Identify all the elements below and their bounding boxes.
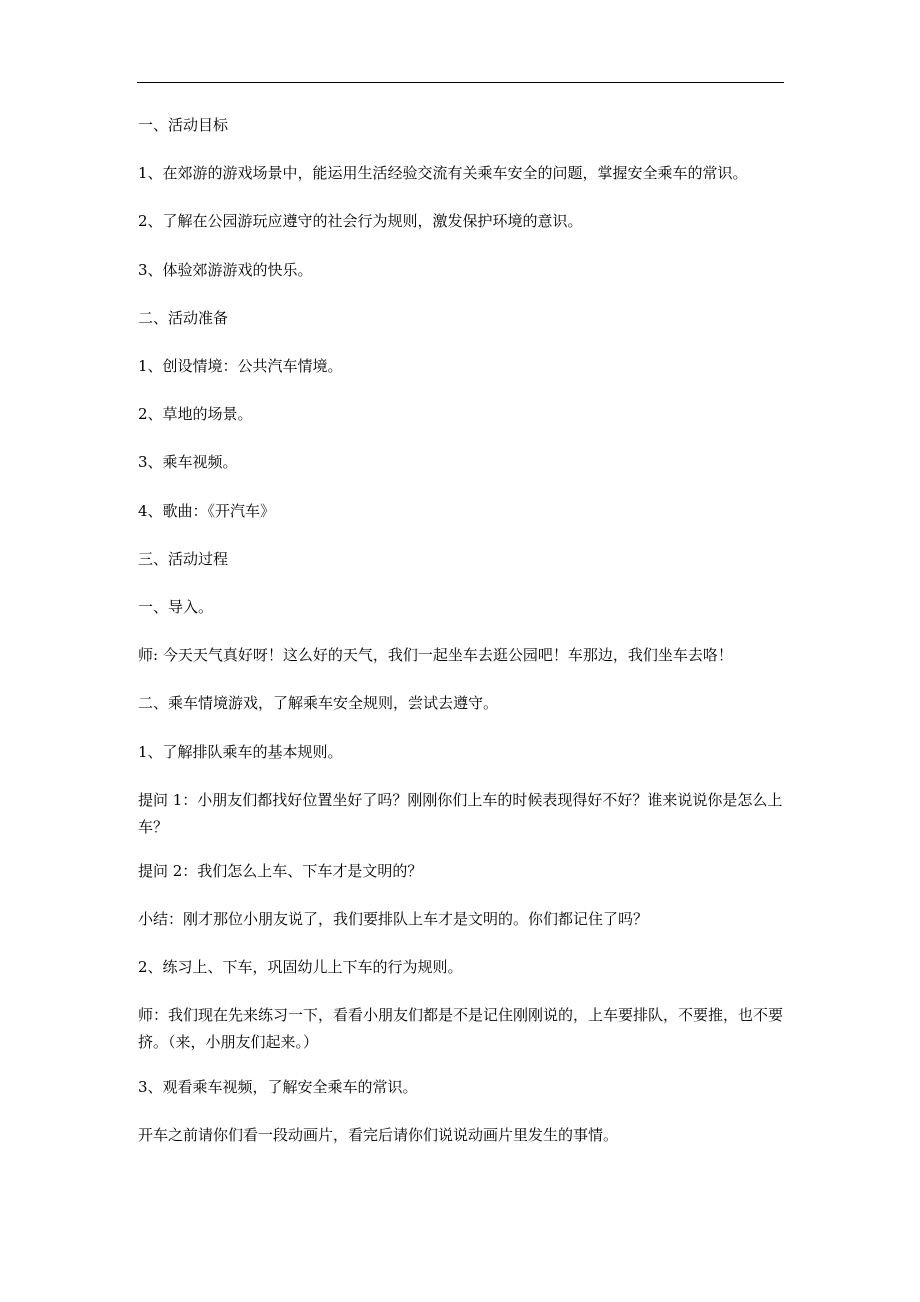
paragraph-prep-4: 4、歌曲：《开汽车》 bbox=[138, 502, 276, 520]
paragraph-goal-2: 2、了解在公园游玩应遵守的社会行为规则，激发保护环境的意识。 bbox=[138, 212, 583, 230]
paragraph-teacher-practice: 师：我们现在先来练习一下，看看小朋友们都是不是记住刚刚说的，上车要排队，不要推，也不要挤。（来，小朋友们起来。） bbox=[138, 1006, 784, 1051]
header-rule bbox=[137, 82, 784, 83]
paragraph-step-2: 二、乘车情境游戏，了解乘车安全规则，尝试去遵守。 bbox=[138, 694, 499, 712]
paragraph-summary: 小结：刚才那位小朋友说了，我们要排队上车才是文明的。你们都记住了吗？ bbox=[138, 910, 649, 928]
paragraph-prep-1: 1、创设情境：公共汽车情境。 bbox=[138, 357, 343, 375]
paragraph-queue-rule: 1、了解排队乘车的基本规则。 bbox=[138, 743, 343, 761]
paragraph-goal-3: 3、体验郊游游戏的快乐。 bbox=[138, 261, 313, 279]
paragraph-prep-2: 2、草地的场景。 bbox=[138, 405, 253, 423]
paragraph-prep-3: 3、乘车视频。 bbox=[138, 453, 238, 471]
paragraph-question-1: 提问 1：小朋友们都找好位置坐好了吗？刚刚你们上车的时候表现得好不好？谁来说说你是怎么上车？ bbox=[138, 791, 783, 836]
paragraph-goal-1: 1、在郊游的游戏场景中，能运用生活经验交流有关乘车安全的问题，掌握安全乘车的常识。 bbox=[138, 164, 748, 182]
paragraph-practice: 2、练习上、下车，巩固幼儿上下车的行为规则。 bbox=[138, 958, 463, 976]
section-heading-goals: 一、活动目标 bbox=[138, 116, 229, 134]
section-heading-process: 三、活动过程 bbox=[138, 550, 229, 568]
paragraph-cartoon: 开车之前请你们看一段动画片，看完后请你们说说动画片里发生的事情。 bbox=[138, 1126, 619, 1144]
paragraph-question-2: 提问 2：我们怎么上车、下车才是文明的？ bbox=[138, 862, 423, 880]
paragraph-teacher-intro: 师: 今天天气真好呀！这么好的天气，我们一起坐车去逛公园吧！车那边，我们坐车去咯！ bbox=[138, 646, 733, 664]
section-heading-preparation: 二、活动准备 bbox=[138, 309, 229, 327]
paragraph-intro: 一、导入。 bbox=[138, 598, 214, 616]
paragraph-video: 3、观看乘车视频，了解安全乘车的常识。 bbox=[138, 1078, 418, 1096]
